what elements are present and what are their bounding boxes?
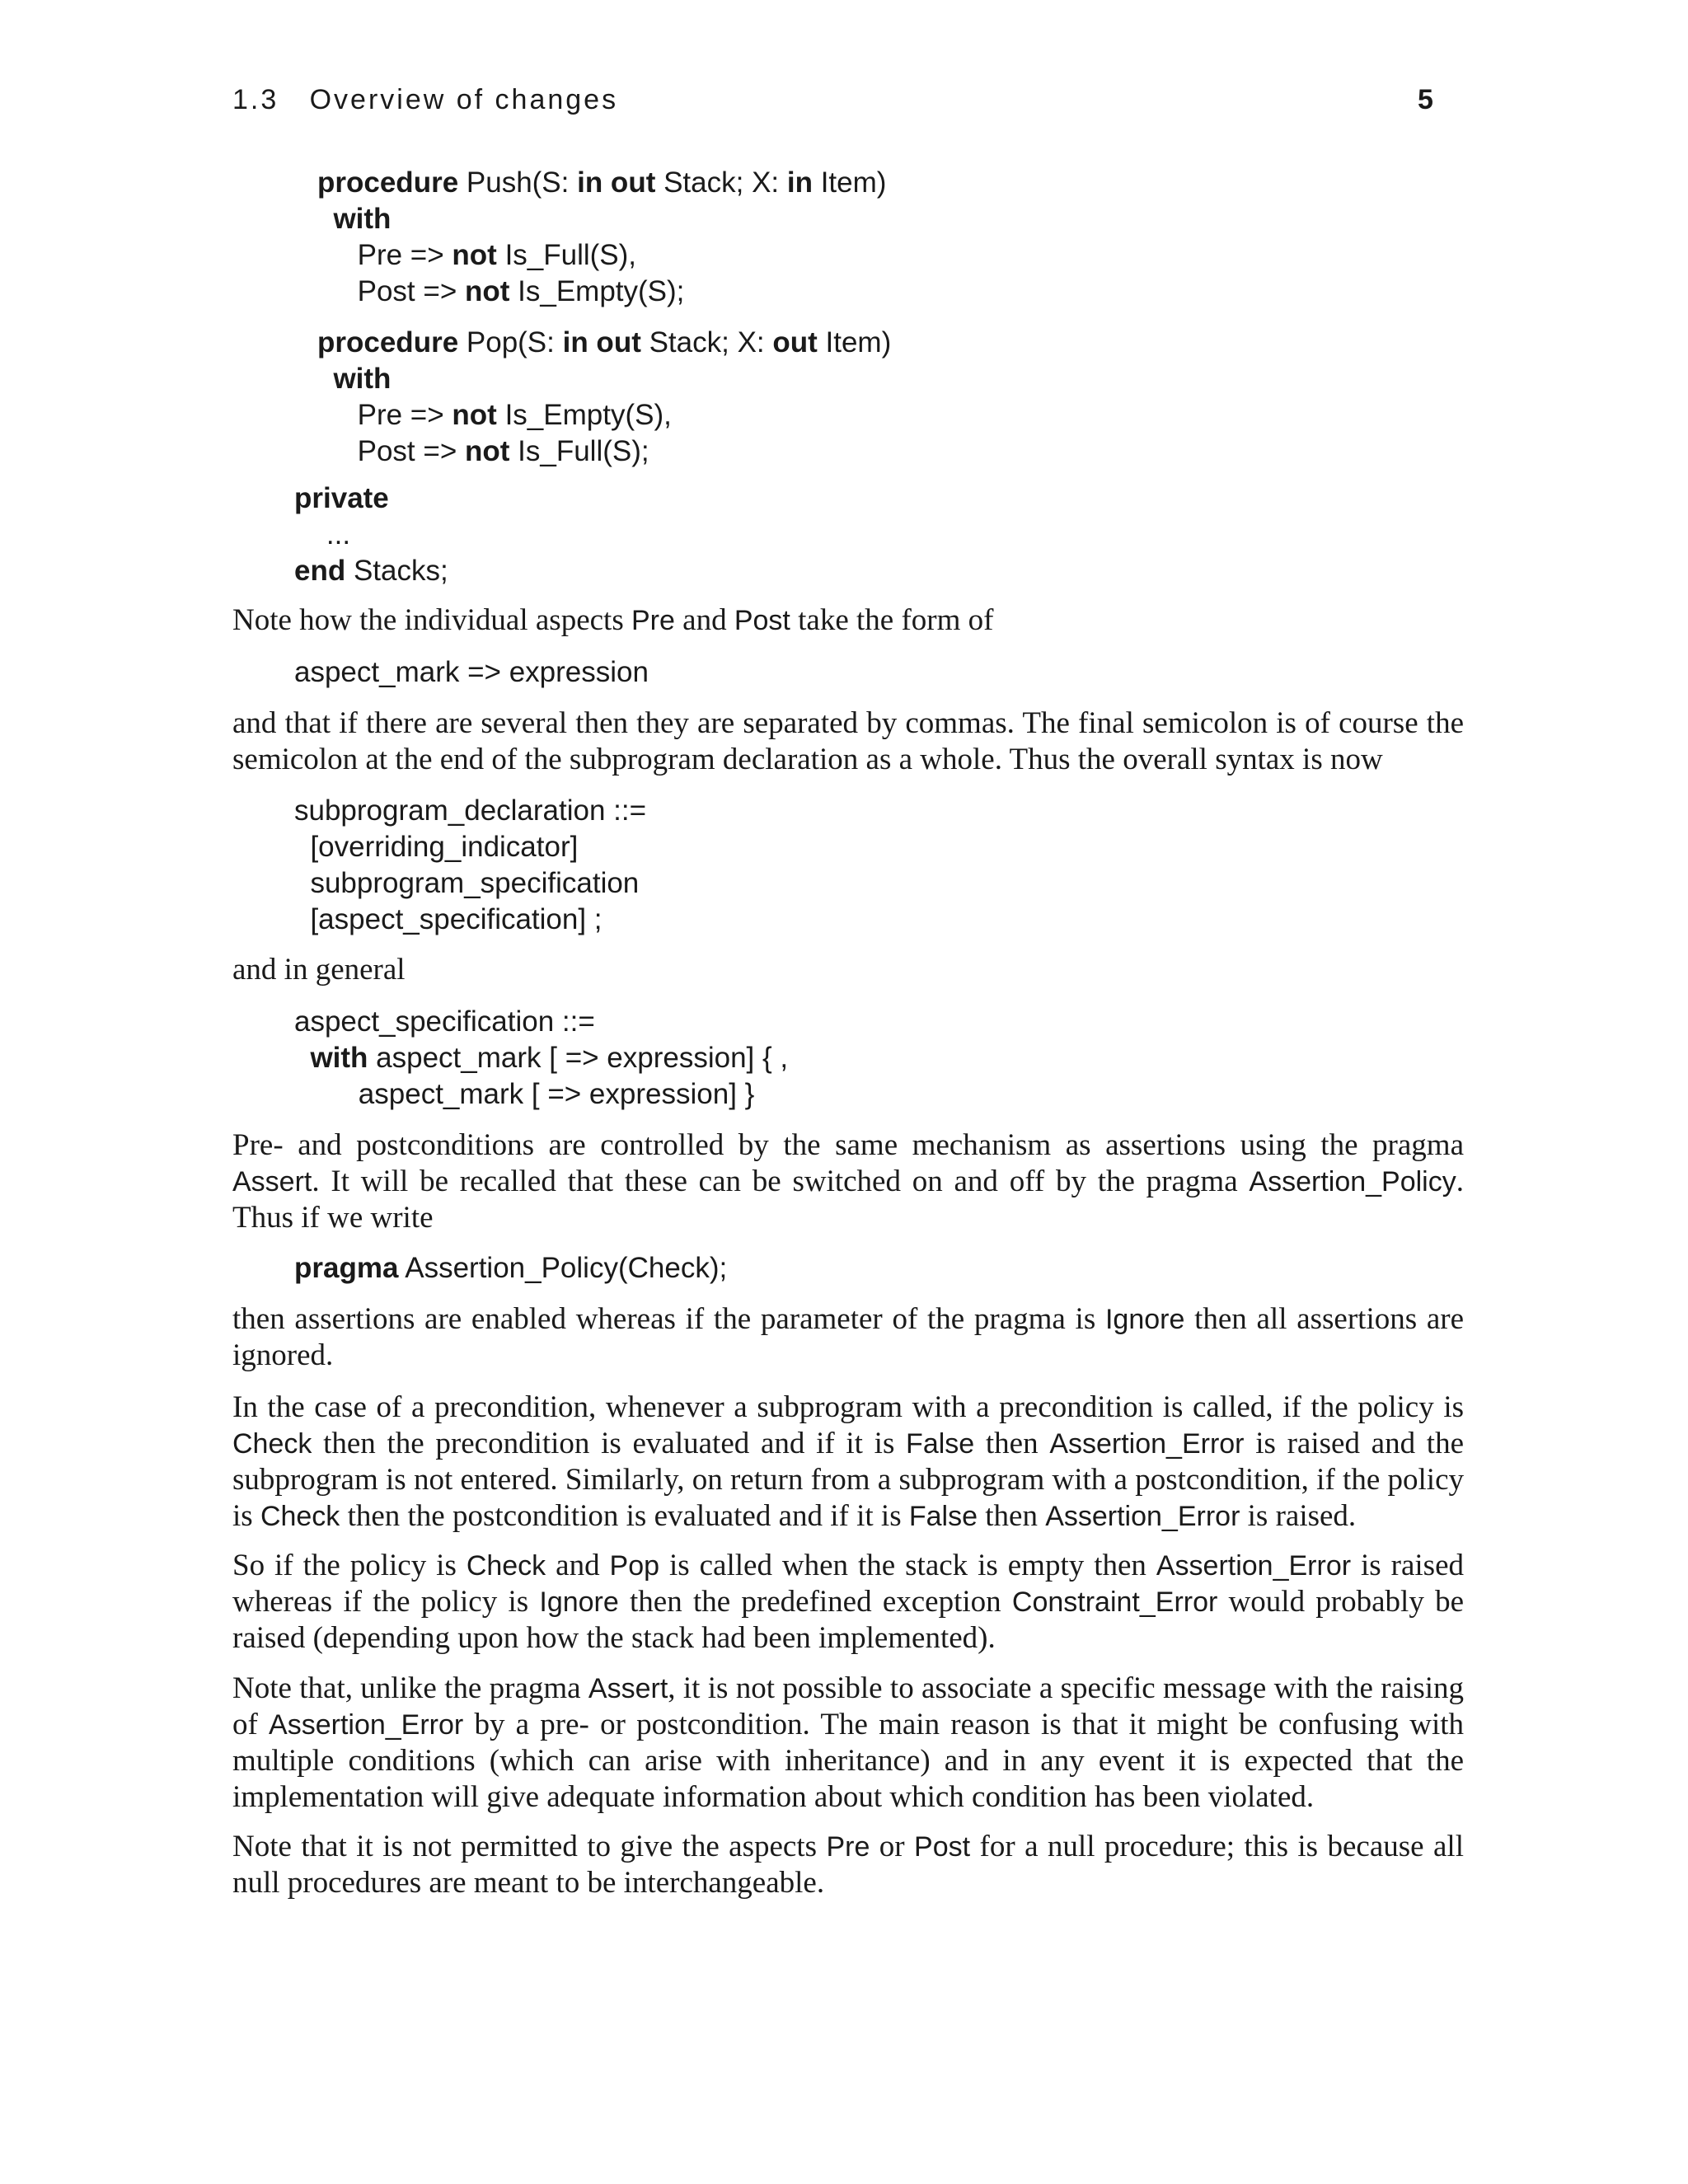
body-text: then the precondition is evaluated and if it is [312,1427,907,1460]
code-line [294,865,646,902]
code-keyword: with [310,1042,368,1074]
body-text: then assertions are enabled whereas if the parameter of the pragma is [232,1302,1105,1336]
code-keyword: in [786,166,813,199]
code-text: [overriding_indicator] [294,831,579,863]
code-keyword: pragma [294,1252,399,1284]
paragraph-assertions-enabled [232,1301,1464,1374]
code-line [294,517,448,553]
body-text: by a pre- or postcondition. The main reason is that it might be confusing with multiple conditions (which can arise with inheritance) and in any event it is expected that the implementation will give adequate information about which condition has been violated. [232,1708,1464,1814]
code-keyword: not [452,239,497,271]
body-text: and that if there are several then they are separated by commas. The final semicolon is of course the semicolon at the end of the subprogram declaration as a whole. Thus the overall syntax is now [232,706,1464,776]
body-text: would probably be raised (depending upon how the stack had been implemented). [232,1585,1464,1655]
body-text: So if the policy is [232,1549,467,1582]
code-text: Item) [812,166,887,199]
inline-identifier: Pop [609,1550,660,1582]
inline-identifier: False [906,1428,975,1460]
code-text: Pre => [317,399,452,431]
code-line [294,1040,788,1076]
body-text: and [674,603,734,637]
code-line [317,165,886,201]
body-text: . Thus if we write [232,1165,1464,1235]
paragraph-precondition-evaluation [232,1390,1464,1535]
code-keyword: private [294,482,389,514]
code-text: Is_Full(S), [496,239,637,271]
body-text: is raised. [1240,1499,1357,1533]
code-line [294,654,649,691]
code-line [317,434,891,470]
page-number: 5 [1418,84,1433,115]
code-line [317,325,891,361]
code-text: subprogram_declaration ::= [294,794,647,827]
body-text: Note that, unlike the pragma [232,1671,588,1705]
code-line [317,237,886,274]
code-text: Assertion_Policy(Check); [398,1252,728,1284]
code-text: ... [294,518,351,551]
code-text: Stack; X: [640,326,773,359]
code-keyword: end [294,555,346,587]
inline-identifier: Check [232,1428,312,1460]
inline-identifier: Pre [826,1831,870,1863]
body-text: then the postcondition is evaluated and if it is [340,1499,909,1533]
code-text: Stack; X: [655,166,787,199]
code-text: Item) [817,326,892,359]
body-text: then all assertions are ignored. [232,1302,1465,1372]
code-keyword: not [464,435,510,467]
code-line [317,361,891,397]
body-text: . It will be recalled that these can be switched on and off by the pragma [312,1165,1250,1198]
code-text: Pop(S: [458,326,563,359]
inline-identifier: Pre [631,605,675,636]
paragraph-in-general [232,952,1464,988]
paragraph-pop-empty-stack [232,1548,1464,1657]
code-line [294,1250,727,1286]
inline-identifier: Assertion_Error [1049,1428,1245,1460]
code-text [317,363,333,395]
inline-identifier: Ignore [1104,1304,1185,1335]
inline-identifier: Assert [588,1673,668,1704]
code-push-spec [317,165,886,310]
code-text: aspect_specification ::= [294,1005,595,1038]
inline-identifier: Check [466,1550,546,1582]
body-text: for a null procedure; this is because all null procedures are meant to be interchangeable. [232,1830,1464,1900]
code-line [294,553,448,589]
code-keyword: in out [562,326,641,359]
code-text: Post => [317,435,465,467]
body-text: is raised whereas if the policy is [232,1549,1464,1619]
body-text: or [870,1830,915,1863]
code-text: Is_Full(S); [509,435,649,467]
running-header-section: 1.3 Overview of changes [232,84,619,115]
inline-identifier: Assertion_Policy [1249,1166,1456,1197]
code-text: [aspect_specification] ; [294,903,603,935]
paragraph-assertion-message [232,1671,1464,1816]
code-keyword: in out [577,166,656,199]
body-text: is raised and the subprogram is not entered. Similarly, on return from a subprogram with a postcondition, if the policy is [232,1427,1464,1533]
code-line [317,274,886,310]
body-text: , it is not possible to associate a specific message with the raising of [232,1671,1464,1741]
paragraph-commas-semicolon [232,705,1464,778]
body-text: take the form of [790,603,994,637]
code-keyword: with [333,203,392,235]
inline-identifier: Constraint_Error [1011,1586,1218,1618]
code-line [294,902,646,938]
code-text: aspect_mark [ => expression] } [294,1078,755,1110]
code-text [317,203,333,235]
inline-identifier: Ignore [539,1586,619,1618]
code-private-part [294,480,448,589]
code-text: Pre => [317,239,452,271]
body-text: Note that it is not permitted to give the aspects [232,1830,827,1863]
body-text: and in general [232,953,406,987]
code-line [294,480,448,517]
code-line [294,829,646,865]
body-text: is called when the stack is empty then [659,1549,1156,1582]
code-aspect-mark [294,654,649,691]
paragraph-aspect-form [232,602,1464,639]
paragraph-null-procedure [232,1829,1464,1901]
inline-identifier: Post [734,605,790,636]
code-line [317,201,886,237]
code-text: Post => [317,275,465,307]
code-subprogram-declaration-syntax [294,793,646,938]
body-text: then the predefined exception [618,1585,1012,1619]
code-text: Is_Empty(S), [496,399,672,431]
body-text: Note how the individual aspects [232,603,631,637]
paragraph-assertion-policy [232,1127,1464,1236]
inline-identifier: Post [914,1831,971,1863]
inline-identifier: Assertion_Error [269,1709,464,1741]
code-keyword: not [464,275,510,307]
code-text: aspect_mark [ => expression] { , [368,1042,789,1074]
inline-identifier: Assertion_Error [1045,1501,1240,1532]
code-text [294,1042,310,1074]
code-keyword: out [772,326,818,359]
body-text: then [978,1499,1046,1533]
inline-identifier: Assertion_Error [1156,1550,1352,1582]
inline-identifier: False [908,1501,978,1532]
code-text: subprogram_specification [294,867,640,899]
code-keyword: with [333,363,392,395]
code-text: Is_Empty(S); [509,275,685,307]
code-pop-spec [317,325,891,470]
code-keyword: not [452,399,497,431]
code-line [317,397,891,434]
code-aspect-specification-syntax [294,1004,788,1113]
code-text: Push(S: [458,166,578,199]
inline-identifier: Check [260,1501,340,1532]
code-keyword: procedure [317,326,459,359]
code-text: aspect_mark => expression [294,656,649,688]
code-line [294,1076,788,1113]
body-text: then [974,1427,1050,1460]
body-text: Pre- and postconditions are controlled by the same mechanism as assertions using the pragma [232,1128,1464,1162]
code-text: Stacks; [345,555,448,587]
code-pragma-assertion-policy [294,1250,727,1286]
body-text: and [546,1549,610,1582]
code-line [294,1004,788,1040]
inline-identifier: Assert [232,1166,312,1197]
body-text: In the case of a precondition, whenever a subprogram with a precondition is called, if the policy is [232,1390,1464,1424]
code-line [294,793,646,829]
code-keyword: procedure [317,166,459,199]
